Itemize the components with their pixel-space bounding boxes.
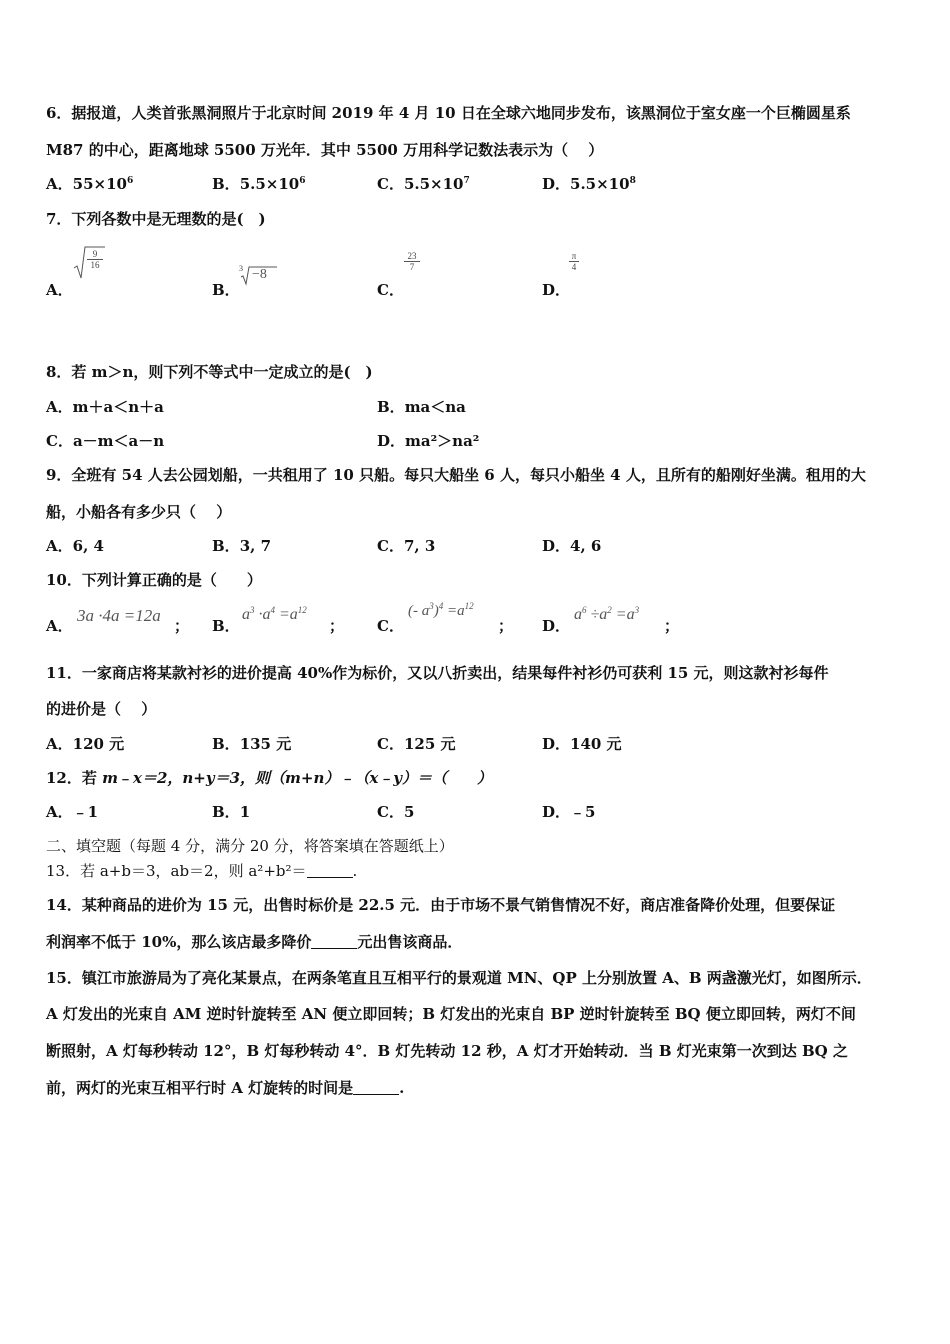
q10-option-a-letter: A． [46,617,73,635]
q10-option-a-expr: 3a ·4a =12a [77,606,161,625]
q15-stem-line2: A 灯发出的光束自 AM 逆时针旋转至 AN 便立即回转；B 灯发出的光束自 BP 逆时针旋转至 BQ 便立即回转，两灯不间 [46,1005,856,1023]
q6-option-a: A．$55\times 10^6$ [46,175,134,193]
q9-option-a: A．6, 4 [46,537,104,555]
q7-option-c-fraction: 23 7 [404,251,420,272]
q6-stem-line2: M87 的中心，距离地球 5500 万光年．其中 5500 万用科学记数法表示为（ ） [46,141,604,159]
q12-option-b: B．1 [212,803,251,821]
q14-stem-line2: 利润率不低于 10%，那么该店最多降价 元出售该商品． [46,933,463,951]
q10-option-c-expr: (- $a^3)^4 =a^{12}$ [408,601,474,619]
q9-option-c: C．7, 3 [377,537,436,555]
q14-answer-blank[interactable] [311,934,357,949]
q11-option-c: C．125 元 [377,735,456,753]
q13-answer-blank[interactable] [307,863,353,878]
q10-stem: 10．下列计算正确的是（ ） [46,571,262,589]
q7-option-b-expr: 3 −8 [239,264,279,286]
q12-stem: 12．若 m﹣x＝2，n+y＝3，则（m+n）﹣（x﹣y）＝（ ） [46,769,493,787]
q7-option-d-letter: D． [542,281,571,299]
q10-option-d-expr: $a^6 \div a^2 =a^3$ [574,605,640,623]
q10-option-d-letter: D． [542,617,571,635]
q11-stem-line1: 11．一家商店将某款衬衫的进价提高 40%作为标价，又以八折卖出，结果每件衬衫仍可获利 15 元，则这款衬衫每件 [46,664,829,682]
q7-option-a-letter: A． [46,281,73,299]
q8-option-c: C．a－m＜a－n [46,432,165,450]
q7-option-d-fraction: π 4 [569,251,579,272]
fraction: 9 16 [87,249,103,270]
q10-option-c-letter: C． [377,617,404,635]
q11-stem-line2: 的进价是（ ） [46,700,157,718]
q6-option-b: B．$5.5\times 10^6$ [212,175,306,193]
q14-stem-line1: 14．某种商品的进价为 15 元，出售时标价是 22.5 元．由于市场不景气销售情况不好，商店准备降价处理，但要保证 [46,896,836,914]
q7-option-c-letter: C． [377,281,404,299]
section-heading-fill-in: 二、填空题（每题 4 分，满分 20 分，将答案填在答题纸上） [46,837,454,855]
q10-option-b-end: ； [329,617,345,635]
q6-option-d: D．$5.5\times 10^8$ [542,175,636,193]
q15-stem-line1: 15．镇江市旅游局为了亮化某景点，在两条笔直且互相平行的景观道 MN、QP 上分别放置 A、B 两盏激光灯，如图所示． [46,969,872,987]
q8-option-b: B．ma＜na [377,398,466,416]
q7-option-b-letter: B． [212,281,240,299]
q15-stem-line4: 前，两灯的光束互相平行时 A 灯旋转的时间是 . [46,1079,405,1097]
q6-option-c: C．$5.5\times 10^7$ [377,175,470,193]
q15-stem-line3: 断照射，A 灯每秒转动 12°，B 灯每秒转动 4°．B 灯先转动 12 秒，A 灯才开始转动．当 B 灯光束第一次到达 BQ 之 [46,1042,848,1060]
q15-answer-blank[interactable] [353,1080,399,1095]
q12-option-a: A．﹣1 [46,803,99,821]
q10-option-b-letter: B． [212,617,240,635]
q8-option-a: A．m＋a＜n＋a [46,398,164,416]
q6-stem-line1: 6．据报道，人类首张黑洞照片于北京时间 2019 年 4 月 10 日在全球六地同步发布，该黑洞位于室女座一个巨椭圆星系 [46,104,851,122]
q9-option-d: D．4, 6 [542,537,602,555]
q9-stem-line2: 船，小船各有多少只（ ） [46,503,232,521]
q11-option-b: B．135 元 [212,735,292,753]
q12-option-c: C．5 [377,803,415,821]
q9-option-b: B．3, 7 [212,537,272,555]
q10-option-a-end: ； [174,617,190,635]
q7-stem: 7．下列各数中是无理数的是( ) [46,210,266,228]
q10-option-b-expr: $a^3 \cdot a^4 =a^{12}$ [242,605,307,623]
q11-option-d: D．140 元 [542,735,622,753]
q10-option-d-end: ； [664,617,680,635]
q12-option-d: D．﹣5 [542,803,596,821]
q10-option-c-end: ； [498,617,514,635]
q9-stem-line1: 9．全班有 54 人去公园划船，一共租用了 10 只船。每只大船坐 6 人，每只小船坐 4 人，且所有的船刚好坐满。租用的大 [46,466,866,484]
q11-option-a: A．120 元 [46,735,125,753]
q13-stem: 13．若 a+b＝3，ab＝2，则 a²+b²＝ . [46,862,358,880]
q8-option-d: D．ma²＞na² [377,432,480,450]
q8-stem: 8．若 m＞n，则下列不等式中一定成立的是( ) [46,363,373,381]
